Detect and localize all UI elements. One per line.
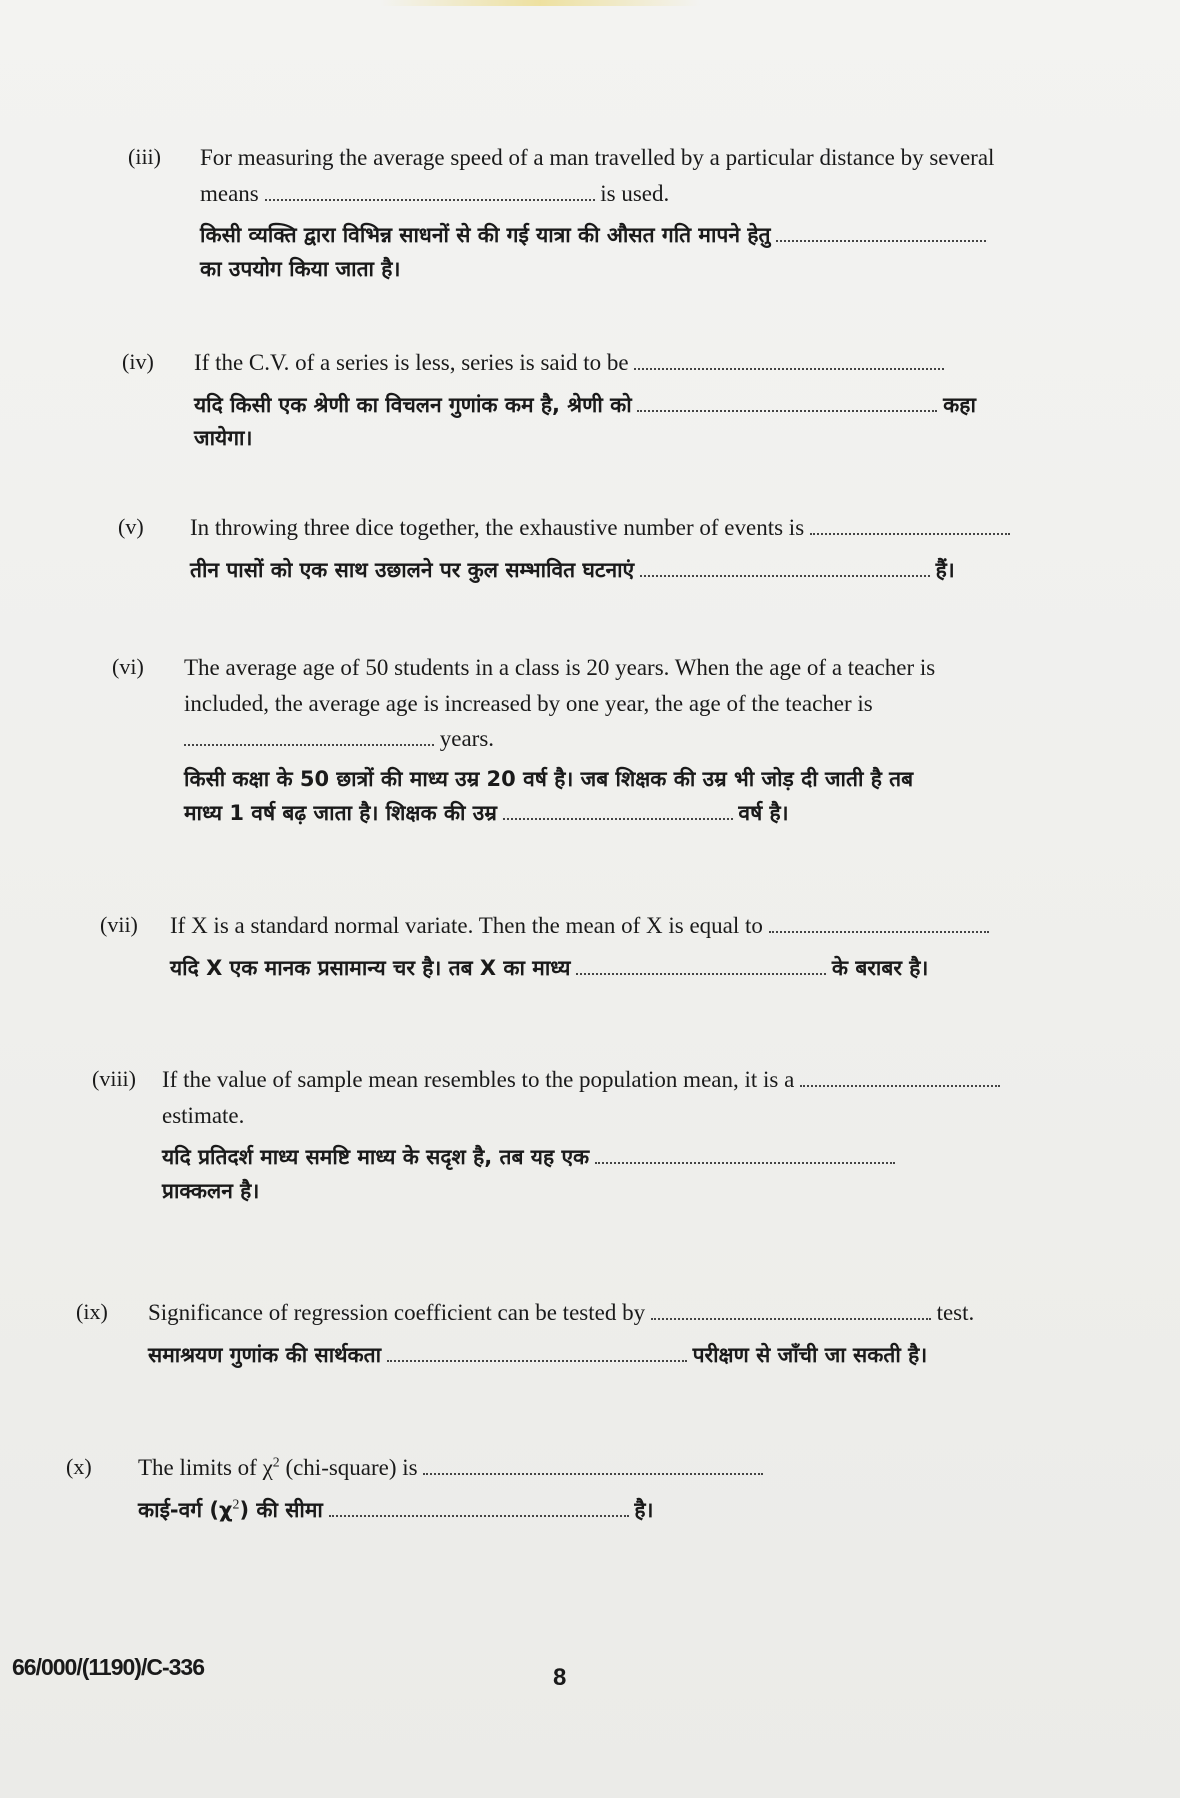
question-number: (vii)	[100, 912, 138, 937]
superscript: 2	[232, 1495, 240, 1511]
answer-blank[interactable]	[329, 1494, 629, 1517]
question-vii	[100, 908, 1140, 998]
question-text-hi: कहा	[943, 392, 976, 417]
question-text-en: If X is a standard normal variate. Then the mean of X is equal to	[170, 913, 763, 938]
answer-blank[interactable]	[640, 554, 930, 577]
question-text-en: Significance of regression coefficient can be tested by	[148, 1300, 646, 1325]
question-text-hi: परीक्षण से जाँची जा सकती है।	[692, 1342, 928, 1367]
question-text-hi: हैं।	[935, 557, 955, 582]
question-number: (ix)	[76, 1299, 108, 1324]
question-text-hi: किसी कक्षा के 50 छात्रों की माध्य उम्र 20 वर्ष है। जब शिक्षक की उम्र भी जोड़ दी जाती है तब	[184, 766, 914, 791]
superscript: 2	[272, 1454, 280, 1470]
question-text-en: test.	[936, 1300, 975, 1325]
question-text-hi: किसी व्यक्ति द्वारा विभिन्न साधनों से की गई यात्रा की औसत गति मापने हेतु	[200, 223, 771, 248]
question-number: (v)	[118, 514, 144, 539]
question-text-en: estimate.	[162, 1102, 245, 1128]
question-number: (viii)	[92, 1066, 136, 1091]
paper-code: 66/000/(1190)/C-336	[12, 1654, 204, 1680]
question-text-en: (chi-square) is	[279, 1455, 418, 1480]
question-text-en: For measuring the average speed of a man travelled by a particular distance by several	[200, 145, 995, 170]
question-number: (x)	[66, 1454, 92, 1479]
question-viii	[92, 1062, 1140, 1232]
question-number: (iii)	[128, 144, 161, 169]
answer-blank[interactable]	[423, 1452, 763, 1475]
question-text-hi: प्राक्कलन है।	[162, 1178, 260, 1203]
question-text-hi: है।	[634, 1497, 654, 1522]
question-text-hi: ) की सीमा	[239, 1497, 323, 1522]
question-text-en: The average age of 50 students in a class is 20 years. When the age of a teacher is	[184, 655, 936, 680]
question-text-hi: तीन पासों को एक साथ उछालने पर कुल सम्भावित घटनाएं	[190, 557, 635, 582]
question-text-hi: यदि प्रतिदर्श माध्य समष्टि माध्य के सदृश है, तब यह एक	[162, 1145, 590, 1170]
question-iii	[128, 140, 1138, 300]
question-vi	[112, 650, 1140, 860]
question-text-en: In throwing three dice together, the exhaustive number of events is	[190, 515, 805, 540]
question-number: (vi)	[112, 654, 144, 679]
answer-blank[interactable]	[769, 910, 989, 933]
question-text-hi: वर्ष है।	[738, 801, 789, 826]
question-text-en: included, the average age is increased by one year, the age of the teacher is	[184, 690, 873, 716]
question-v	[118, 510, 1140, 600]
answer-blank[interactable]	[595, 1142, 895, 1165]
answer-blank[interactable]	[184, 724, 434, 747]
question-text-en: If the C.V. of a series is less, series is said to be	[194, 350, 629, 375]
top-highlight	[380, 0, 700, 6]
answer-blank[interactable]	[800, 1064, 1000, 1087]
answer-blank[interactable]	[637, 389, 937, 412]
question-text-hi: यदि किसी एक श्रेणी का विचलन गुणांक कम है, श्रेणी को	[194, 392, 632, 417]
answer-blank[interactable]	[776, 220, 986, 243]
question-text-en: years.	[439, 726, 495, 752]
answer-blank[interactable]	[810, 512, 1010, 535]
question-text-hi: माध्य 1 वर्ष बढ़ जाता है। शिक्षक की उम्र	[184, 801, 497, 826]
answer-blank[interactable]	[265, 178, 595, 201]
question-text-hi: यदि X एक मानक प्रसामान्य चर है। तब X का माध्य	[170, 955, 571, 980]
answer-blank[interactable]	[634, 347, 944, 370]
question-ix	[76, 1295, 1140, 1385]
answer-blank[interactable]	[576, 952, 826, 975]
question-number: (iv)	[122, 349, 154, 374]
question-text-hi: जायेगा।	[194, 426, 253, 451]
answer-blank[interactable]	[651, 1297, 931, 1320]
question-text-en: means	[200, 180, 259, 206]
question-text-hi: काई-वर्ग (χ	[138, 1497, 233, 1522]
question-text-hi: के बराबर है।	[831, 955, 929, 980]
question-text-en: If the value of sample mean resembles to the population mean, it is a	[162, 1067, 795, 1092]
answer-blank[interactable]	[387, 1339, 687, 1362]
question-text-en: is used.	[600, 180, 670, 206]
question-text-hi: का उपयोग किया जाता है।	[200, 256, 401, 281]
question-iv	[122, 345, 1138, 475]
question-text-en: The limits of χ	[138, 1455, 273, 1480]
page-number: 8	[553, 1664, 567, 1691]
answer-blank[interactable]	[503, 798, 733, 821]
question-text-hi: समाश्रयण गुणांक की सार्थकता	[148, 1342, 382, 1367]
question-x	[66, 1450, 1140, 1540]
